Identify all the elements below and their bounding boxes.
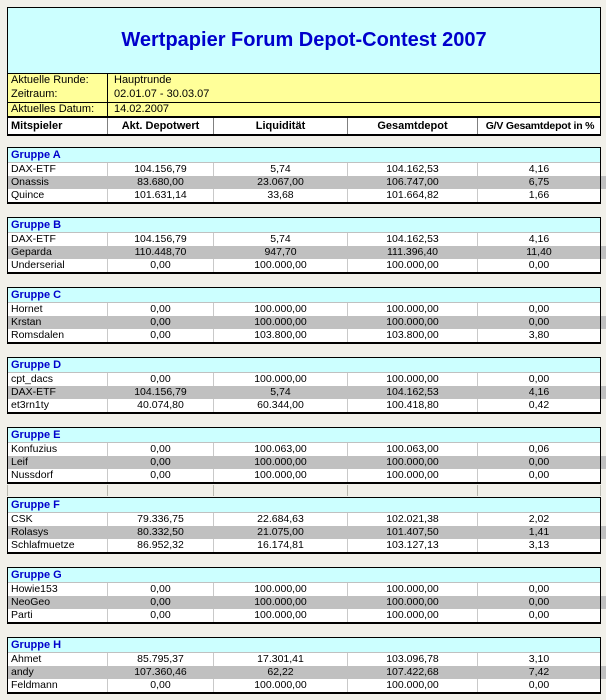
column-header-row	[7, 117, 601, 136]
player-name-cell[interactable]: Rolasys	[8, 526, 108, 539]
liquiditaet-cell[interactable]: 947,70	[214, 246, 348, 259]
player-name-cell[interactable]: NeoGeo	[8, 596, 108, 609]
depotwert-cell[interactable]: 0,00	[108, 583, 214, 596]
depotwert-cell[interactable]: 0,00	[108, 329, 214, 342]
player-name-cell[interactable]: Krstan	[8, 316, 108, 329]
player-name-cell[interactable]: Quince	[8, 189, 108, 202]
group-gap	[7, 204, 601, 217]
liquiditaet-cell[interactable]: 16.174,81	[214, 539, 348, 552]
gesamtdepot-cell[interactable]: 107.422,68	[348, 666, 478, 679]
info-row-datum	[8, 102, 600, 116]
player-name-cell[interactable]: CSK	[8, 513, 108, 526]
gesamtdepot-cell[interactable]: 100.000,00	[348, 373, 478, 386]
gesamtdepot-cell[interactable]: 100.063,00	[348, 443, 478, 456]
player-name-cell[interactable]: Feldmann	[8, 679, 108, 692]
depotwert-cell[interactable]: 110.448,70	[108, 246, 214, 259]
depotwert-cell[interactable]: 85.795,37	[108, 653, 214, 666]
player-row	[8, 233, 600, 246]
group-gap	[7, 624, 601, 637]
liquiditaet-cell[interactable]: 100.000,00	[214, 456, 348, 469]
gesamtdepot-cell[interactable]: 100.000,00	[348, 469, 478, 482]
liquiditaet-cell[interactable]: 100.000,00	[214, 316, 348, 329]
player-row	[8, 443, 600, 456]
gridline-tick	[477, 485, 478, 496]
liquiditaet-cell[interactable]: 33,68	[214, 189, 348, 202]
group-gap	[7, 274, 601, 287]
player-row	[8, 246, 600, 259]
gesamtdepot-cell[interactable]: 100.418,80	[348, 399, 478, 412]
depotwert-cell[interactable]: 0,00	[108, 303, 214, 316]
player-row	[8, 176, 600, 189]
depotwert-cell[interactable]: 107.360,46	[108, 666, 214, 679]
group-title: Gruppe C	[8, 288, 600, 303]
depotwert-cell[interactable]: 104.156,79	[108, 163, 214, 176]
gv-cell[interactable]: 0,00	[528, 259, 550, 271]
player-row	[8, 653, 600, 666]
player-row	[8, 399, 600, 412]
gesamtdepot-cell[interactable]: 100.000,00	[348, 456, 478, 469]
player-row	[8, 373, 600, 386]
liquiditaet-cell[interactable]: 100.000,00	[214, 583, 348, 596]
sheet-content	[7, 7, 601, 694]
player-name-cell[interactable]: Underserial	[8, 259, 108, 272]
player-row	[8, 596, 600, 609]
player-row	[8, 303, 600, 316]
depotwert-cell[interactable]: 104.156,79	[108, 233, 214, 246]
group-gap	[7, 344, 601, 357]
gv-cell[interactable]: 0,42	[528, 399, 550, 411]
group-title: Gruppe H	[8, 638, 600, 653]
gesamtdepot-cell[interactable]: 104.162,53	[348, 386, 478, 399]
gesamtdepot-cell[interactable]: 100.000,00	[348, 596, 478, 609]
gv-cell[interactable]: 0,00	[528, 373, 550, 385]
gesamtdepot-cell[interactable]: 111.396,40	[348, 246, 478, 259]
info-label-runde: Aktuelle Runde:	[8, 74, 108, 88]
group-title: Gruppe F	[8, 498, 600, 513]
group-title: Gruppe A	[8, 148, 600, 163]
liquiditaet-cell[interactable]: 5,74	[214, 163, 348, 176]
liquiditaet-cell[interactable]: 5,74	[214, 233, 348, 246]
group-gap	[7, 484, 601, 497]
gesamtdepot-cell[interactable]: 103.127,13	[348, 539, 478, 552]
gesamtdepot-cell[interactable]: 100.000,00	[348, 583, 478, 596]
player-row	[8, 163, 600, 176]
gv-cell[interactable]: 0,00	[528, 303, 550, 315]
gv-cell[interactable]: 3,80	[528, 329, 550, 341]
gv-cell[interactable]: 4,16	[528, 386, 550, 398]
depotwert-cell[interactable]: 0,00	[108, 456, 214, 469]
player-name-cell[interactable]: DAX-ETF	[8, 386, 108, 399]
player-name-cell[interactable]: cpt_dacs	[8, 373, 108, 386]
group-title: Gruppe E	[8, 428, 600, 443]
depotwert-cell[interactable]: 101.631,14	[108, 189, 214, 202]
gesamtdepot-cell[interactable]: 100.000,00	[348, 303, 478, 316]
player-name-cell[interactable]: Hornet	[8, 303, 108, 316]
liquiditaet-cell[interactable]: 22.684,63	[214, 513, 348, 526]
title-banner	[7, 7, 601, 74]
gv-cell[interactable]: 4,16	[528, 233, 550, 245]
gv-cell[interactable]: 3,13	[528, 539, 550, 551]
info-value-runde: Hauptrunde	[114, 74, 172, 86]
player-row	[8, 666, 600, 679]
gridline-tick	[600, 485, 601, 496]
liquiditaet-cell[interactable]: 17.301,41	[214, 653, 348, 666]
gv-cell[interactable]: 11,40	[526, 246, 552, 258]
gesamtdepot-cell[interactable]: 101.664,82	[348, 189, 478, 202]
player-name-cell[interactable]: Howie153	[8, 583, 108, 596]
page-title: Wertpapier Forum Depot-Contest 2007	[121, 29, 487, 51]
gridline-tick	[347, 485, 348, 496]
player-name-cell[interactable]: Ahmet	[8, 653, 108, 666]
info-label-zeitraum: Zeitraum:	[8, 88, 108, 102]
group-block	[7, 497, 601, 554]
player-row	[8, 189, 600, 202]
group-block	[7, 217, 601, 274]
player-row	[8, 526, 600, 539]
gridline-tick	[107, 485, 108, 496]
gesamtdepot-cell[interactable]: 101.407,50	[348, 526, 478, 539]
depotwert-cell[interactable]: 0,00	[108, 373, 214, 386]
liquiditaet-cell[interactable]: 100.000,00	[214, 469, 348, 482]
liquiditaet-cell[interactable]: 103.800,00	[214, 329, 348, 342]
gv-cell[interactable]: 4,16	[528, 163, 550, 175]
info-row-runde	[8, 74, 600, 88]
player-row	[8, 316, 600, 329]
player-name-cell[interactable]: Romsdalen	[8, 329, 108, 342]
gesamtdepot-cell[interactable]: 100.000,00	[348, 316, 478, 329]
player-row	[8, 679, 600, 692]
gesamtdepot-cell[interactable]: 100.000,00	[348, 679, 478, 692]
liquiditaet-cell[interactable]: 100.000,00	[214, 259, 348, 272]
liquiditaet-cell[interactable]: 100.000,00	[214, 373, 348, 386]
gv-cell[interactable]: 1,66	[528, 189, 550, 201]
group-title: Gruppe G	[8, 568, 600, 583]
gridline-tick	[213, 485, 214, 496]
depotwert-cell[interactable]: 0,00	[108, 679, 214, 692]
depotwert-cell[interactable]: 83.680,00	[108, 176, 214, 189]
depotwert-cell[interactable]: 0,00	[108, 609, 214, 622]
gesamtdepot-cell[interactable]: 102.021,38	[348, 513, 478, 526]
gv-cell[interactable]: 3,10	[528, 653, 550, 665]
column-header-mitspieler: Mitspieler	[8, 118, 108, 134]
depotwert-cell[interactable]: 0,00	[108, 316, 214, 329]
gv-cell[interactable]: 0,00	[528, 583, 550, 595]
info-value-datum: 14.02.2007	[114, 103, 170, 115]
group-title: Gruppe D	[8, 358, 600, 373]
depotwert-cell[interactable]: 86.952,32	[108, 539, 214, 552]
group-block	[7, 637, 601, 694]
depotwert-cell[interactable]: 40.074,80	[108, 399, 214, 412]
info-row-zeitraum	[8, 88, 600, 102]
group-title: Gruppe B	[8, 218, 600, 233]
info-value-zeitraum: 02.01.07 - 30.03.07	[114, 88, 210, 100]
gesamtdepot-cell[interactable]: 103.800,00	[348, 329, 478, 342]
gv-cell[interactable]: 0,00	[528, 469, 550, 481]
gesamtdepot-cell[interactable]: 100.000,00	[348, 259, 478, 272]
liquiditaet-cell[interactable]: 62,22	[214, 666, 348, 679]
gv-cell[interactable]: 0,00	[528, 316, 550, 328]
liquiditaet-cell[interactable]: 23.067,00	[214, 176, 348, 189]
column-header-gv: G/V Gesamtdepot in %	[485, 120, 595, 132]
player-row	[8, 583, 600, 596]
depotwert-cell[interactable]: 79.336,75	[108, 513, 214, 526]
gridline-tick	[7, 485, 8, 496]
gv-cell[interactable]: 2,02	[528, 513, 550, 525]
gv-cell[interactable]: 0,00	[528, 596, 550, 608]
gv-cell[interactable]: 6,75	[528, 176, 550, 188]
player-name-cell[interactable]: Geparda	[8, 246, 108, 259]
player-row	[8, 609, 600, 622]
player-name-cell[interactable]: Leif	[8, 456, 108, 469]
player-row	[8, 513, 600, 526]
gv-cell[interactable]: 7,42	[528, 666, 550, 678]
info-block	[7, 74, 601, 117]
liquiditaet-cell[interactable]: 100.000,00	[214, 596, 348, 609]
player-name-cell[interactable]: Onassis	[8, 176, 108, 189]
gesamtdepot-cell[interactable]: 104.162,53	[348, 163, 478, 176]
gv-cell[interactable]: 1,41	[528, 526, 550, 538]
column-header-depotwert: Akt. Depotwert	[108, 118, 214, 134]
group-gap	[7, 414, 601, 427]
gesamtdepot-cell[interactable]: 100.000,00	[348, 609, 478, 622]
player-row	[8, 259, 600, 272]
column-header-liquiditaet: Liquidität	[214, 118, 348, 134]
gv-cell[interactable]: 0,00	[528, 679, 550, 691]
gesamtdepot-cell[interactable]: 106.747,00	[348, 176, 478, 189]
column-header-gesamtdepot: Gesamtdepot	[348, 118, 478, 134]
player-name-cell[interactable]: Nussdorf	[8, 469, 108, 482]
depotwert-cell[interactable]: 0,00	[108, 443, 214, 456]
player-name-cell[interactable]: et3rn1ty	[8, 399, 108, 412]
groups-container	[7, 147, 601, 694]
liquiditaet-cell[interactable]: 21.075,00	[214, 526, 348, 539]
player-name-cell[interactable]: DAX-ETF	[8, 163, 108, 176]
player-row	[8, 386, 600, 399]
liquiditaet-cell[interactable]: 60.344,00	[214, 399, 348, 412]
gesamtdepot-cell[interactable]: 104.162,53	[348, 233, 478, 246]
group-block	[7, 427, 601, 484]
liquiditaet-cell[interactable]: 5,74	[214, 386, 348, 399]
group-block	[7, 287, 601, 344]
player-row	[8, 329, 600, 342]
liquiditaet-cell[interactable]: 100.000,00	[214, 609, 348, 622]
group-block	[7, 147, 601, 204]
gv-cell[interactable]: 0,00	[528, 456, 550, 468]
group-gap	[7, 554, 601, 567]
liquiditaet-cell[interactable]: 100.000,00	[214, 303, 348, 316]
gv-cell[interactable]: 0,00	[528, 609, 550, 621]
info-label-datum: Aktuelles Datum:	[8, 103, 108, 116]
player-row	[8, 539, 600, 552]
player-name-cell[interactable]: andy	[8, 666, 108, 679]
player-name-cell[interactable]: Parti	[8, 609, 108, 622]
player-name-cell[interactable]: DAX-ETF	[8, 233, 108, 246]
liquiditaet-cell[interactable]: 100.063,00	[214, 443, 348, 456]
player-row	[8, 469, 600, 482]
gv-cell[interactable]: 0,06	[528, 443, 550, 455]
group-block	[7, 357, 601, 414]
gesamtdepot-cell[interactable]: 103.096,78	[348, 653, 478, 666]
depotwert-cell[interactable]: 0,00	[108, 596, 214, 609]
player-name-cell[interactable]: Schlafmuetze	[8, 539, 108, 552]
depotwert-cell[interactable]: 0,00	[108, 469, 214, 482]
player-row	[8, 456, 600, 469]
depotwert-cell[interactable]: 80.332,50	[108, 526, 214, 539]
depotwert-cell[interactable]: 0,00	[108, 259, 214, 272]
player-name-cell[interactable]: Konfuzius	[8, 443, 108, 456]
depotwert-cell[interactable]: 104.156,79	[108, 386, 214, 399]
group-block	[7, 567, 601, 624]
liquiditaet-cell[interactable]: 100.000,00	[214, 679, 348, 692]
